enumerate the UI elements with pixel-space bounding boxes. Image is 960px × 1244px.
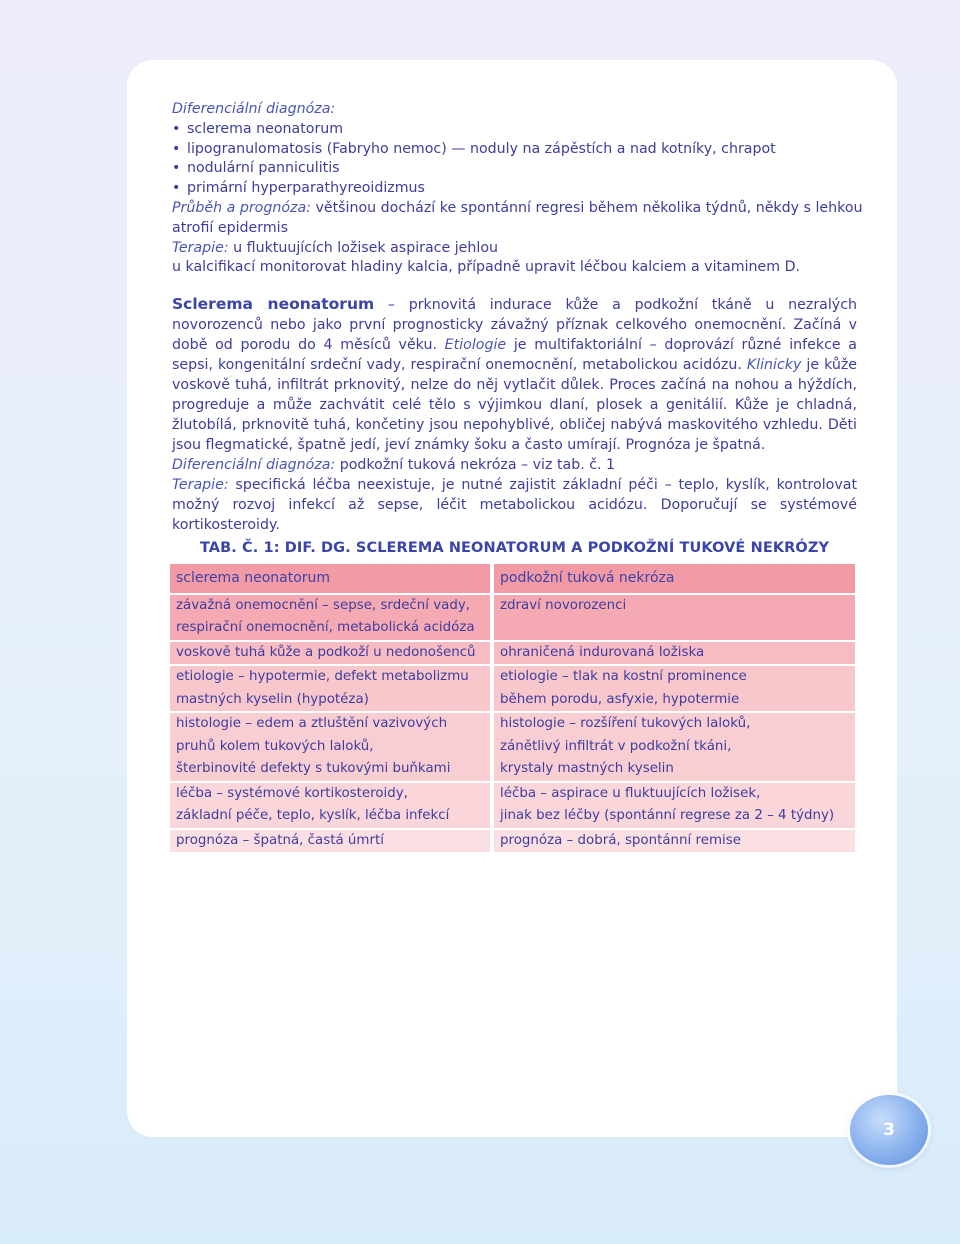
cell-line: etiologie – tlak na kostní prominence xyxy=(500,669,747,684)
cell-line xyxy=(500,617,849,640)
cell-line: respirační onemocnění, metabolická acidóza xyxy=(176,620,475,635)
header-text: podkožní tuková nekróza xyxy=(500,570,675,586)
cell-line: závažná onemocnění – sepse, srdeční vady, xyxy=(176,597,471,613)
table-row xyxy=(170,641,855,666)
cell-line: během porodu, asfyxie, hypotermie xyxy=(500,691,740,707)
cell-line: ohraničená indurovaná ložiska xyxy=(500,644,705,660)
table-row xyxy=(170,594,855,641)
cell-line: prognóza – dobrá, spontánní remise xyxy=(500,832,741,848)
diff-bullet: • primární hyperparathyreoidizmus xyxy=(172,179,857,199)
cell-line: léčba – aspirace u fluktuujících ložisek, xyxy=(500,785,761,801)
sclerema-section xyxy=(172,294,857,535)
cell-line: zánětlivý infiltrát v podkožní tkáni, xyxy=(500,738,732,754)
cell-line: histologie – edem a ztluštění vazivových xyxy=(176,716,448,731)
table-row xyxy=(170,665,855,712)
diff-bullet: • nodulární panniculitis xyxy=(172,159,857,179)
page-number-badge xyxy=(850,1095,928,1165)
table-cell xyxy=(494,712,855,782)
main-text xyxy=(172,100,863,535)
table-cell xyxy=(170,712,490,782)
table-row xyxy=(170,782,855,829)
table-header-row xyxy=(170,564,855,594)
sclerema-diff-label: Diferenciální diagnóza: xyxy=(172,457,336,474)
sclerema-therapy-text: specifická léčba neexistuje, je nutné zajistit základní péči – teplo, kyslík, kontrolovat možný rozvoj infekcí až sepse, léčit metabolickou acidózu. Doporučují se systémové kortikosteroidy. xyxy=(172,477,858,534)
header-cell-sclerema xyxy=(170,564,490,594)
therapy-line xyxy=(172,239,857,259)
cell-line: etiologie – hypotermie, defekt metabolizmu xyxy=(176,669,469,684)
etiology-label: Etiologie xyxy=(444,337,507,354)
table-row xyxy=(170,829,855,854)
etiology-text: je multifaktoriální – doprovází různé infekce a sepsi, kongenitální srdeční vady, respirační onemocnění, metabolickou acidózu. xyxy=(172,337,857,374)
header-text: sclerema neonatorum xyxy=(176,570,331,586)
therapy-label: Terapie: xyxy=(172,239,229,256)
sclerema-title: Sclerema neonatorum xyxy=(172,295,375,314)
diff-bullet: • sclerema neonatorum xyxy=(172,120,857,140)
table-cell xyxy=(170,641,490,666)
therapy-text: u fluktuujících ložisek aspirace jehlou xyxy=(233,239,498,256)
course-label: Průběh a prognóza: xyxy=(172,199,311,216)
table-title: TAB. Č. 1: DIF. DG. SCLEREMA NEONATORUM A PODKOŽNÍ TUKOVÉ NEKRÓZY xyxy=(199,540,830,556)
comparison-table xyxy=(170,564,855,854)
cell-line: mastných kyselin (hypotéza) xyxy=(176,691,369,707)
table-cell xyxy=(494,782,855,829)
diff-label: Diferenciální diagnóza: xyxy=(172,101,336,117)
table-cell xyxy=(170,829,490,854)
sclerema-diff-text: podkožní tuková nekróza – viz tab. č. 1 xyxy=(339,457,616,474)
table-cell xyxy=(494,641,855,666)
course-line xyxy=(172,199,863,219)
course-text: většinou dochází ke spontánní regresi během několika týdnů, někdy s lehkou xyxy=(315,199,863,216)
differential-section xyxy=(172,100,863,278)
cell-line: voskově tuhá kůže a podkoží u nedonošenců xyxy=(176,644,476,660)
clinical-label: Klinicky xyxy=(746,357,802,374)
cell-line: krystaly mastných kyselin xyxy=(500,761,674,776)
table-cell xyxy=(170,594,490,641)
cell-line: jinak bez léčby (spontánní regrese za 2 – 4 týdny) xyxy=(500,808,835,823)
table-cell xyxy=(170,665,490,712)
page-number: 3 xyxy=(883,1120,895,1140)
cell-line: pruhů kolem tukových laloků, xyxy=(176,738,374,754)
cell-line: základní péče, teplo, kyslík, léčba infekcí xyxy=(176,808,450,823)
therapy-line-2: u kalcifikací monitorovat hladiny kalcia, případně upravit léčbou kalciem a vitaminem D. xyxy=(172,259,801,276)
table-cell xyxy=(494,829,855,854)
clinical-text: je kůže voskově tuhá, infiltrát prknovitý, nelze do něj vytlačit důlek. Proces začíná na nohou a hýždích, progreduje a může zachvátit celé tělo s výjimkou dlaní, plosek a genitálií. Kůže je chladná, žlutobílá, prknovitě tuhá, končetiny jsou nepohyblivé, obličej nabývá maskovitého vzhledu. Děti jsou flegmatické, špatně jedí, jeví známky šoku a často umírají. Prognóza je špatná. xyxy=(172,357,858,454)
sclerema-intro: – prknovitá indurace kůže a podkožní tkáně u nezralých novorozenců nebo jako první prognosticky závažný příznak celkového onemocnění. Začíná v době od porodu do 4 měsíců věku. xyxy=(172,297,857,354)
table-cell xyxy=(494,594,855,641)
cell-line: léčba – systémové kortikosteroidy, xyxy=(176,785,408,801)
header-cell-necrosis xyxy=(494,564,855,594)
diff-bullet: • lipogranulomatosis (Fabryho nemoc) — noduly na zápěstích a nad kotníky, chrapot xyxy=(172,140,857,160)
cell-line: histologie – rozšíření tukových laloků, xyxy=(500,716,751,731)
table-cell xyxy=(170,782,490,829)
cell-line: šterbinovité defekty s tukovými buňkami xyxy=(176,761,451,776)
table-cell xyxy=(494,665,855,712)
cell-line: zdraví novorozenci xyxy=(500,597,627,613)
sclerema-therapy-label: Terapie: xyxy=(172,477,229,494)
table-row xyxy=(170,712,855,782)
course-line-2: atrofií epidermis xyxy=(172,219,288,236)
cell-line: prognóza – špatná, častá úmrtí xyxy=(176,832,384,848)
